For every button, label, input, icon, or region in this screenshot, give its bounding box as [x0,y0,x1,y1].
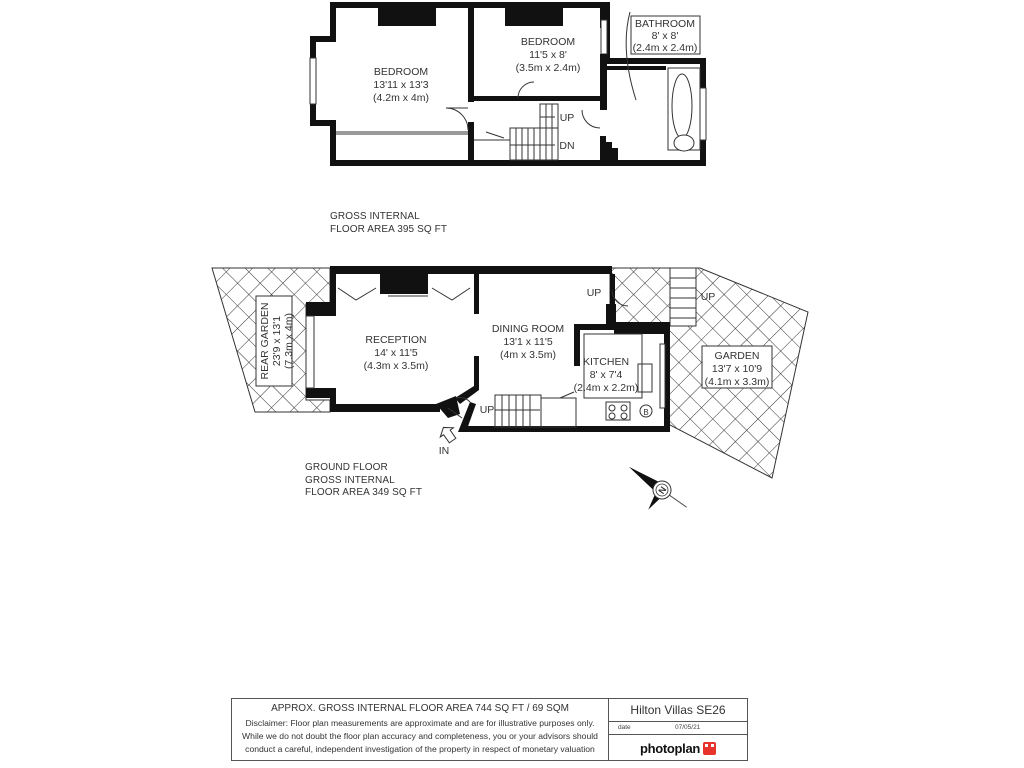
disclaimer-line: Disclaimer: Floor plan measurements are approximate and are for illustrative purposes only. [245,718,595,728]
date-value: 07/05/21 [675,724,701,731]
photoplan-logo-icon [703,742,716,755]
property-name: Hilton Villas SE26 [609,699,747,722]
room-dims-imperial: 8' x 7'4 [589,369,623,381]
room-name: BEDROOM [373,66,429,78]
room-dims-metric: (4.2m x 4m) [372,92,430,104]
room-name: BEDROOM [520,36,576,48]
area-text: FLOOR AREA 349 SQ FT [305,487,423,498]
room-dims-metric: (3.5m x 2.4m) [515,62,581,74]
entrance-label: IN [438,445,450,457]
room-dims-imperial: 23'9 x 13'1 [271,315,283,367]
date-row [609,722,747,735]
room-dims-metric: (2.4m x 2.2m) [573,382,639,394]
area-text: GROSS INTERNAL [305,474,395,486]
area-text: FLOOR AREA 395 SQ FT [330,223,448,235]
room-name: REAR GARDEN [259,302,271,380]
room-name: GARDEN [714,350,760,362]
entrance-arrow-icon [437,423,459,445]
compass-north-label: N [656,484,669,496]
total-area: APPROX. GROSS INTERNAL FLOOR AREA 744 SQ FT / 69 SQM [271,703,569,714]
area-text: GROUND FLOOR [305,462,388,473]
area-text: GROSS INTERNAL [330,211,420,222]
room-dims-metric: (4m x 3.5m) [499,349,557,361]
room-dims-metric: (2.4m x 2.4m) [632,42,698,54]
room-dims-imperial: 8' x 8' [651,30,679,42]
compass-icon [615,460,691,527]
brand-name: photoplan [639,741,701,756]
boiler-label: B [643,408,649,417]
room-name: DINING ROOM [491,323,565,335]
stair-up-label: UP [479,404,495,416]
disclaimer-line: conduct a careful, independent investigation of the property in respect of monetary valuation [245,744,595,754]
stair-down-label: DN [559,140,575,152]
room-name: KITCHEN [582,356,630,368]
room-dims-imperial: 13'1 x 11'5 [503,336,553,348]
room-dims-imperial: 13'11 x 13'3 [373,79,429,91]
room-name: BATHROOM [635,18,695,30]
stair-up-label: UP [586,287,602,299]
disclaimer-line: While we do not doubt the floor plan accuracy and completeness, you or your advisors should [242,731,598,741]
first-floor-area-note [330,211,447,236]
room-dims-metric: (7.3m x 4m) [283,312,295,370]
room-dims-metric: (4.3m x 3.5m) [363,360,429,372]
stair-up-label: UP [700,291,716,303]
room-dims-imperial: 14' x 11'5 [374,347,418,359]
room-dims-metric: (4.1m x 3.3m) [704,376,770,388]
footer-info-box [609,698,748,761]
room-dims-imperial: 11'5 x 8' [529,49,567,61]
brand-logo [609,735,747,762]
stair-up-label: UP [559,112,575,124]
footer-disclaimer-box [231,698,609,761]
date-label: date [618,724,631,731]
room-dims-imperial: 13'7 x 10'9 [711,363,763,375]
ground-floor-area-note [305,462,422,500]
room-name: RECEPTION [365,334,427,346]
